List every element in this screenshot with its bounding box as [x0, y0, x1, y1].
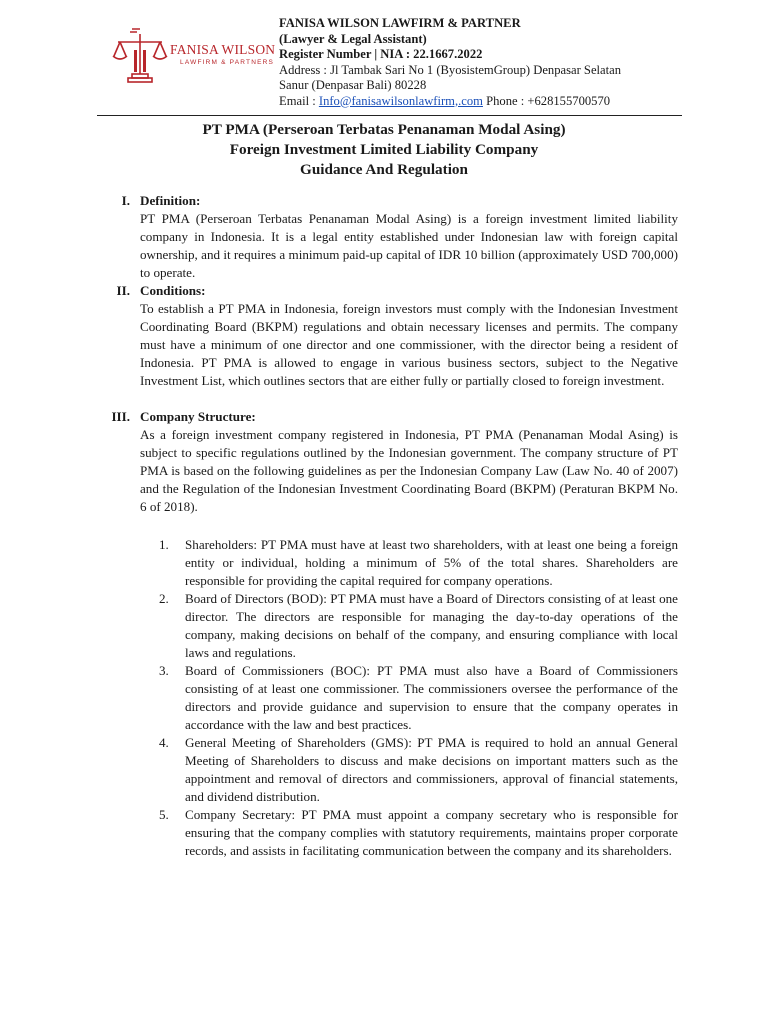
section-body: As a foreign investment company registered in Indonesia, PT PMA (Penanaman Modal Asing) is subject to specific regulations outlined by the Indonesian government. The company structure of PT PMA is based on the following guidelines as per the Indonesian Company Law (Law No. 40 of 2007) and the Regulation of the Indonesian Investment Coordinating Board (BKPM) (Peraturan BKPM No. 6 of 2018).	[140, 427, 678, 514]
list-item-text: Board of Commissioners (BOC): PT PMA must also have a Board of Commissioners consisting of at least one commissioner. The commissioners oversee the performance of the directors and provide guidance and supervision to ensure that the company operates in accordance with the law and best practices.	[185, 663, 678, 732]
list-item-text: Company Secretary: PT PMA must appoint a company secretary who is responsible for ensuring that the company complies with statutory requirements, maintains proper corporate records, and assists in facilitating communication between the company and its shareholders.	[185, 807, 678, 858]
list-item-text: General Meeting of Shareholders (GMS): PT PMA is required to hold an annual General Meeting of Shareholders to discuss and make decisions on important matters such as the appointment and removal of directors and commissioners, approval of financial statements, and dividend distribution.	[185, 735, 678, 804]
list-item-text: Board of Directors (BOD): PT PMA must have a Board of Directors consisting of at least one director. The directors are responsible for managing the day-to-day operations of the company, making decisions on behalf of the company, and ensuring compliance with local laws and regulations.	[185, 591, 678, 660]
list-item-number: 1.	[159, 537, 169, 552]
title-line-1: PT PMA (Perseroan Terbatas Penanaman Modal Asing)	[202, 121, 566, 138]
list-item-number: 5.	[159, 807, 169, 822]
email-link[interactable]: Info@fanisawilsonlawfirm,.com	[318, 93, 483, 108]
firm-subtitle: (Lawyer & Legal Assistant)	[279, 31, 427, 46]
firm-logo	[110, 26, 276, 96]
section-heading: Definition:	[140, 193, 201, 208]
section-body: PT PMA (Perseroan Terbatas Penanaman Modal Asing) is a foreign investment limited liability company in Indonesia. It is a legal entity established under Indonesian law with foreign capital ownership, and it requires a minimum paid-up capital of IDR 10 billion (approximately USD 700,000) to operate.	[140, 211, 678, 280]
contact-line	[279, 94, 621, 110]
list-item-number: 2.	[159, 591, 169, 606]
list-item-text: Shareholders: PT PMA must have at least two shareholders, with at least one being a foreign entity or individual, holding a minimum of 5% of the total shares. Shareholders are responsible for providing the capital required for company operations.	[185, 537, 678, 588]
list-item	[140, 662, 678, 734]
title-line-2: Foreign Investment Limited Liability Company	[229, 141, 539, 158]
list-item-number: 3.	[159, 663, 169, 678]
list-item	[140, 536, 678, 590]
list-item	[140, 590, 678, 662]
firm-name: FANISA WILSON LAWFIRM & PARTNER	[279, 16, 521, 30]
document-title	[0, 120, 768, 180]
phone-text: Phone : +628155700570	[482, 93, 611, 108]
list-item-number: 4.	[159, 735, 169, 750]
scales-of-justice-icon	[110, 26, 170, 88]
list-item	[140, 734, 678, 806]
letterhead-info	[279, 16, 621, 109]
email-label: Email :	[279, 93, 319, 108]
address-line-1: Address : Jl Tambak Sari No 1 (ByosistemGroup) Denpasar Selatan	[279, 62, 622, 77]
logo-wordmark: FANISA WILSON	[170, 42, 276, 57]
title-line-3: Guidance And Regulation	[300, 161, 468, 178]
list-item	[140, 806, 678, 860]
section-heading: Conditions:	[140, 283, 206, 298]
structure-list	[140, 536, 678, 860]
address-line-2: Sanur (Denpasar Bali) 80228	[279, 78, 427, 92]
section-heading: Company Structure:	[140, 409, 256, 424]
section-number: II.	[116, 283, 130, 298]
header-divider	[97, 115, 682, 116]
section-number: III.	[111, 409, 130, 424]
logo-subtext: LAWFIRM & PARTNERS	[180, 59, 275, 66]
register-number: Register Number | NIA : 22.1667.2022	[279, 47, 483, 61]
section-number: I.	[121, 193, 130, 208]
section-body: To establish a PT PMA in Indonesia, foreign investors must comply with the Indonesian Investment Coordinating Board (BKPM) regulations and obtain necessary licenses and permits. The company must have a minimum of one director and one commissioner, with the director being a resident of Indonesia. PT PMA is allowed to engage in various business sectors, subject to the Negative Investment List, which outlines sectors that are either fully or partially closed to foreign investment.	[140, 301, 678, 388]
